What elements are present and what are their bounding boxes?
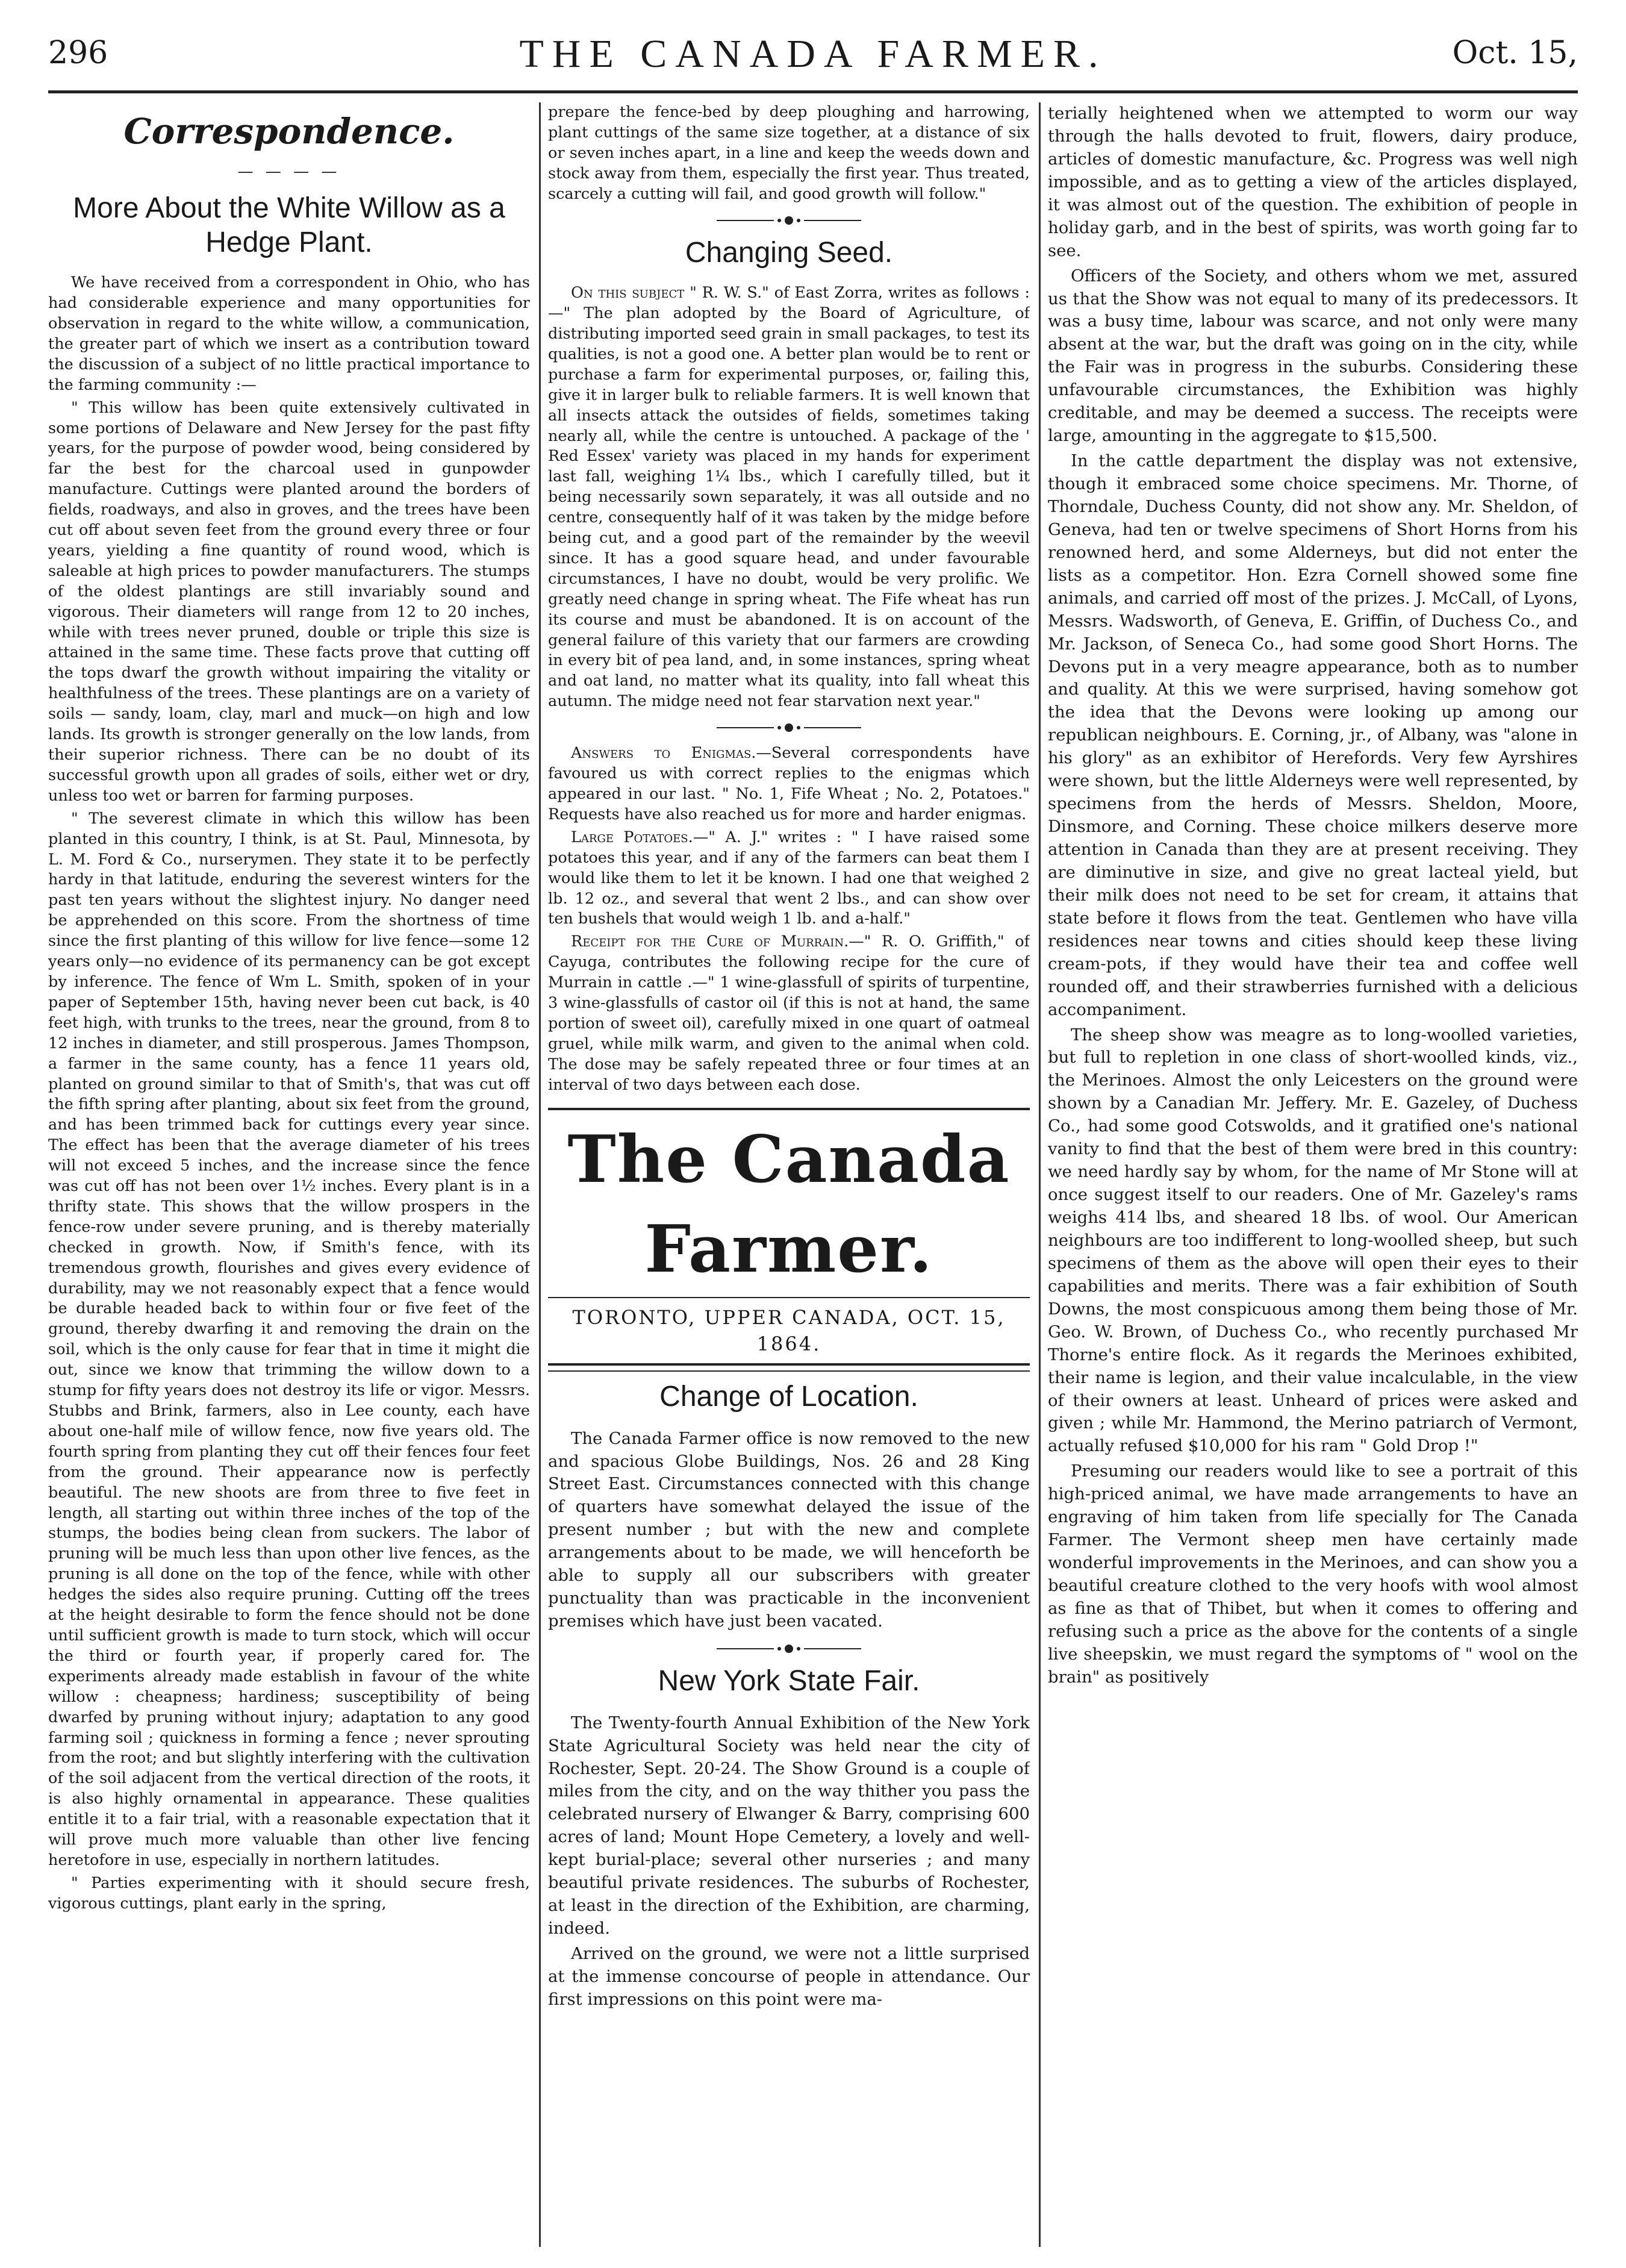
page-number: 296 bbox=[48, 35, 108, 71]
column-rule bbox=[539, 102, 541, 2247]
article-paragraph: terially heightened when we attempted to worm our way through the halls devoted to fruit, flowers, dairy produce, articles of domestic manufacture, &c. Progress was well nigh impossible, and as to getting a view of the articles displayed, it was almost out of the question. The exhibition of people in holiday garb, and in the best of spirits, was worth going far to see. bbox=[1048, 104, 1578, 260]
article-text: —" A. J." writes : " I have raised some potatoes this year, and if any of the farmers can beat them I would like them to let it be known. I had one that weighed 2 lb. 12 oz., and several that went 2 lbs., and can show over ten bushels that would weigh 1 lb. and a-half." bbox=[548, 828, 1030, 928]
section-heading: Correspondence. bbox=[123, 111, 455, 152]
issue-date: Oct. 15, bbox=[1452, 35, 1578, 71]
column-rule bbox=[1039, 102, 1041, 2247]
column-1 bbox=[48, 102, 530, 2247]
article-text: " R. W. S." of East Zorra, writes as follows :—" The plan adopted by the Board of Agriculture, of distributing imported seed grain in small packages, to test its qualities, is not a good one. A better plan would be to rent or purchase a farm for experimental purposes, or, failing this, give it in larger bulk to reliable farmers. It is well known that all insects attack the outsides of fields, sometimes taking nearly all, while the centre is untouched. A package of the ' Red Essex' variety was placed in my hands for experiment last fall, weighing 1¼ lbs., which I carefully tilled, but it being necessarily sown separately, it was all outside and no centre, consequently half of it was taken by the midge before being cut, and a good part of the remainder by the weevil since. It has a good square head, and under favourable circumstances, I have no doubt, would be very prolific. We greatly need change in spring wheat. The Fife wheat has run its course and must be abandoned. It is on account of the general failure of this variety that our farmers are crowding in every bit of pea land, and, in some instances, spring wheat and oat land, no matter what its quality, into fall wheat this autumn. The midge need not fear starvation next year." bbox=[548, 284, 1030, 711]
masthead: THE CANADA FARMER. bbox=[519, 32, 1107, 76]
header-rule bbox=[48, 90, 1578, 93]
lead-in: On this subject bbox=[571, 284, 685, 302]
page-header bbox=[48, 18, 1578, 84]
dateline: TORONTO, UPPER CANADA, OCT. 15, 1864. bbox=[572, 1305, 1006, 1355]
article-paragraph: Officers of the Society, and others whom we met, assured us that the Show was not equal to many of its predecessors. It was a busy time, labour was scarce, and not only were many absent at the war, but the draft was going on in the city, while the Fair was in progress in the suburbs. Considering these unfavourable circumstances, the Exhibition was highly creditable, and may be deemed a success. The receipts were large, amounting in the aggregate to $15,500. bbox=[1048, 266, 1578, 446]
article-title: More About the White Willow as a Hedge Plant. bbox=[73, 192, 505, 258]
article-paragraph: Presuming our readers would like to see a portrait of this high-priced animal, we have made arrangements to have an engraving of him taken from life specially for The Canada Farmer. The Vermont sheep men have certainly made wonderful improvements in the Merinoes, and can show you a beautiful creature clothed to the very hoofs with wool almost as fine as that of Thibet, but when it comes to offering and refusing such a price as the above for the contents of a single live sheepskin, we must regard the symptoms of " wool on the brain" as positively bbox=[1048, 1461, 1578, 1687]
ornament-divider bbox=[717, 216, 861, 225]
lead-in: Large Potatoes. bbox=[571, 828, 693, 846]
article-paragraph: The Twenty-fourth Annual Exhibition of the New York State Agricultural Society was held near the city of Rochester, Sept. 20-24. The Show Ground is a couple of miles from the city, and on the way thither you pass the celebrated nursery of Elwanger & Barry, comprising 600 acres of land; Mount Hope Cemetery, a lovely and well-kept burial-place; several other nurseries ; and many beautiful private residences. The suburbs of Rochester, at least in the direction of the Exhibition, are charming, indeed. bbox=[548, 1713, 1030, 1938]
paper-banner: The Canada Farmer. bbox=[548, 1108, 1030, 1298]
article-text: —" R. O. Griffith," of Cayuga, contributes the following recipe for the cure of Murrain in cattle .—" 1 wine-glassfull of spirits of turpentine, 3 wine-glassfulls of castor oil (if this is not at hand, the same portion of sweet oil), carefully mixed in one quart of oatmeal gruel, while milk warm, and given to the animal when cold. The dose may be safely repeated three or four times at an interval of two days between each dose. bbox=[548, 933, 1030, 1094]
double-rule bbox=[548, 1363, 1030, 1372]
ornament-divider bbox=[717, 723, 861, 733]
article-title: New York State Fair. bbox=[658, 1665, 920, 1698]
article-title: Change of Location. bbox=[659, 1380, 918, 1413]
article-paragraph: " This willow has been quite extensively cultivated in some portions of Delaware and New Jersey for the past fifty years, for the purpose of powder wood, being considered by far the best for the charcoal used in gunpowder manufacture. Cuttings were planted around the borders of fields, roadways, and also in groves, and the trees have been cut off about seven feet from the ground every three or four years, yielding a fine quantity of round wood, which is saleable at high prices to powder manufacturers. The stumps of the oldest plantings are still invariably sound and vigorous. Their diameters will range from 12 to 20 inches, while with trees never pruned, double or triple this size is attained in the same time. These facts prove that cutting off the tops dwarf the growth without impairing the vitality or healthfulness of the trees. These plantings are on a variety of soils — sandy, loam, clay, marl and muck—on high and low lands. Its growth is stronger generally on the low lands, from their superior richness. There can be no doubt of its successful growth upon all grades of soils, either wet or dry, unless too wet or barren for farming purposes. bbox=[48, 398, 530, 805]
article-paragraph: The Canada Farmer office is now removed to the new and spacious Globe Buildings, Nos. 26 and 28 King Street East. Circumstances connected with this change of quarters have somewhat delayed the issue of the present number ; but with the new and complete arrangements about to be made, we will henceforth be able to supply all our subscribers with greater punctuality than was practicable in the inconvenient premises which have just been vacated. bbox=[548, 1428, 1030, 1631]
ornament-divider bbox=[717, 1644, 861, 1654]
article-paragraph: We have received from a correspondent in Ohio, who has had considerable experience and many opportunities for observation in regard to the white willow, a communication, the greater part of which we insert as a contribution toward the discussion of a subject of no little practical importance to the farming community :— bbox=[48, 273, 530, 394]
continuation-paragraph: prepare the fence-bed by deep ploughing and harrowing, plant cuttings of the same size together, at a distance of six or seven inches apart, in a line and keep the weeds down and stock away from them, especially the first year. Thus treated, scarcely a cutting will fail, and good growth will follow." bbox=[548, 103, 1030, 203]
article-paragraph: " The severest climate in which this willow has been planted in this country, I think, is at St. Paul, Minnesota, by L. M. Ford & Co., nurserymen. They state it to be perfectly hardy in that latitude, enduring the severest winters for the past ten years without the slightest injury. No danger need be apprehended on this score. From the shortness of time since the first planting of this willow for live fence—some 12 years only—no evidence of its permanency can be got except by inference. The fence of Wm L. Smith, spoken of in your paper of September 15th, having never been cut back, is 40 feet high, with trunks to the trees, near the ground, from 8 to 12 inches in diameter, and still prosperous. James Thompson, a farmer in the same county, has a fence 11 years old, planted on ground similar to that of Smith's, that was cut off the fifth spring after planting, about six feet from the ground, and has been trimmed back for cuttings every year since. The effect has been that the average diameter of his trees will not exceed 5 inches, and the increase since the fence was cut off has not been over 1½ inches. Every plant is in a thrifty state. This shows that the willow prospers in the fence-row under severe pruning, and is thereby materially checked in growth. Now, if Smith's fence, with its tremendous growth, flourishes and gives every evidence of durability, may we not reasonably expect that a fence would be durable headed back to within four or five feet of the ground, thereby dwarfing it and removing the drain on the soil, which is the only cause for fear that in time it might die out, since we know that trimming the willow down to a stump for fifty years does not destroy its life or vigor. Messrs. Stubbs and Brink, farmers, also in Lee county, each have about one-half mile of willow fence, now five years old. The fourth spring from planting they cut off their fences four feet from the ground. Their appearance now is perfectly beautiful. The new shoots are from three to five feet in length, all starting out within three inches of the top of the stumps, the bodies being clean from suckers. The labor of pruning will be much less than upon other live fences, as the pruning is all done on the top of the fence, while with other hedges the sides also require pruning. Cutting off the trees at the height desirable to form the fence should not be done until sufficient growth is made to turn stock, which will occur the third or fourth year, if properly cared for. The experiments already made establish in favour of the white willow : cheapness; hardiness; susceptibility of being dwarfed by pruning without injury; adaptation to any good farming soil ; quickness in forming a fence ; never sprouting from the root; and but slightly interfering with the cultivation of the soil adjacent from the vertical direction of the roots, it is also highly ornamental in appearance. These qualities entitle it to a fair trial, with a reasonable expectation that it will prove much more valuable than other live fencing heretofore in use, especially in northern latitudes. bbox=[48, 809, 530, 1869]
column-2 bbox=[548, 102, 1030, 2247]
article-paragraph: The sheep show was meagre as to long-woolled varieties, but full to repletion in one class of short-woolled kinds, viz., the Merinoes. Almost the only Leicesters on the ground were shown by a Canadian Mr. Jeffery. Mr. E. Gazeley, of Duchess Co., had some good Cotswolds, and it gratified one's national vanity to find that the best of them were bred in this country: we need hardly say by whom, for the name of Mr Stone will at once suggest itself to our readers. One of Mr. Gazeley's rams weighs 414 lbs, and sheared 18 lbs. of wool. Our American neighbours are too indifferent to long-woolled sheep, but such specimens of them as the above will open their eyes to their capabilities and merits. There was a fair exhibition of South Downs, the most conspicuous among them being those of Mr. Geo. W. Brown, of Duchess Co., who recently purchased Mr Thorne's entire flock. As it regards the Merinoes exhibited, their name is legion, and their value incalculable, in the view of their owners at least. Unheard of prices were asked and given ; while Mr. Hammond, the Merino patriarch of Vermont, actually refused $10,000 for his ram " Gold Drop !" bbox=[1048, 1025, 1578, 1456]
article-title: Changing Seed. bbox=[685, 236, 893, 269]
article-paragraph: " Parties experimenting with it should secure fresh, vigorous cuttings, plant early in the spring, bbox=[48, 1873, 530, 1913]
article-paragraph: In the cattle department the display was not extensive, though it embraced some choice specimens. Mr. Thorne, of Thorndale, Duchess County, did not show any. Mr. Sheldon, of Geneva, had ten or twelve specimens of Short Horns from his renowned herd, and some Alderneys, but did not enter the lists as a competitor. Hon. Ezra Cornell showed some fine animals, and carried off most of the prizes. J. McCall, of Lyons, Messrs. Wadsworth, of Geneva, E. Griffin, of Duchess Co., and Mr. Jackson, of Seneca Co., had some good Short Horns. The Devons put in a very meagre appearance, both as to number and quality. At this we were surprised, having somehow got the idea that the Devons were looking up among our republican neighbours. E. Corning, jr., of Albany, was "alone in his glory" as an exhibitor of Herefords. Very few Ayrshires were shown, but the little Alderneys were well represented, by specimens from the herds of Messrs. Sheldon, Moore, Dinsmore, and Corning. These choice milkers deserve more attention in Canada than they are at present receiving. They are diminutive in size, and give no great lacteal yield, but their milk does not need to be set for cream, it attains that state before it flows from the teat. Gentlemen who have villa residences near towns and cities should keep these living cream-pots, if they would have their tea and coffee well rounded off, and their strawberries furnished with a delicious accompaniment. bbox=[1048, 451, 1578, 1019]
column-3 bbox=[1048, 102, 1578, 2247]
article-paragraph: Arrived on the ground, we were not a little surprised at the immense concourse of people in attendance. Our first impressions on this point were ma- bbox=[548, 1944, 1030, 2009]
lead-in: Answers to Enigmas. bbox=[571, 744, 756, 763]
divider: — — — — bbox=[237, 163, 341, 181]
lead-in: Receipt for the Cure of Murrain. bbox=[571, 933, 849, 951]
article-text: —Several correspondents have favoured us with correct replies to the enigmas which appeared in our last. " No. 1, Fife Wheat ; No. 2, Potatoes." Requests have also reached us for more and harder enigmas. bbox=[548, 744, 1030, 823]
